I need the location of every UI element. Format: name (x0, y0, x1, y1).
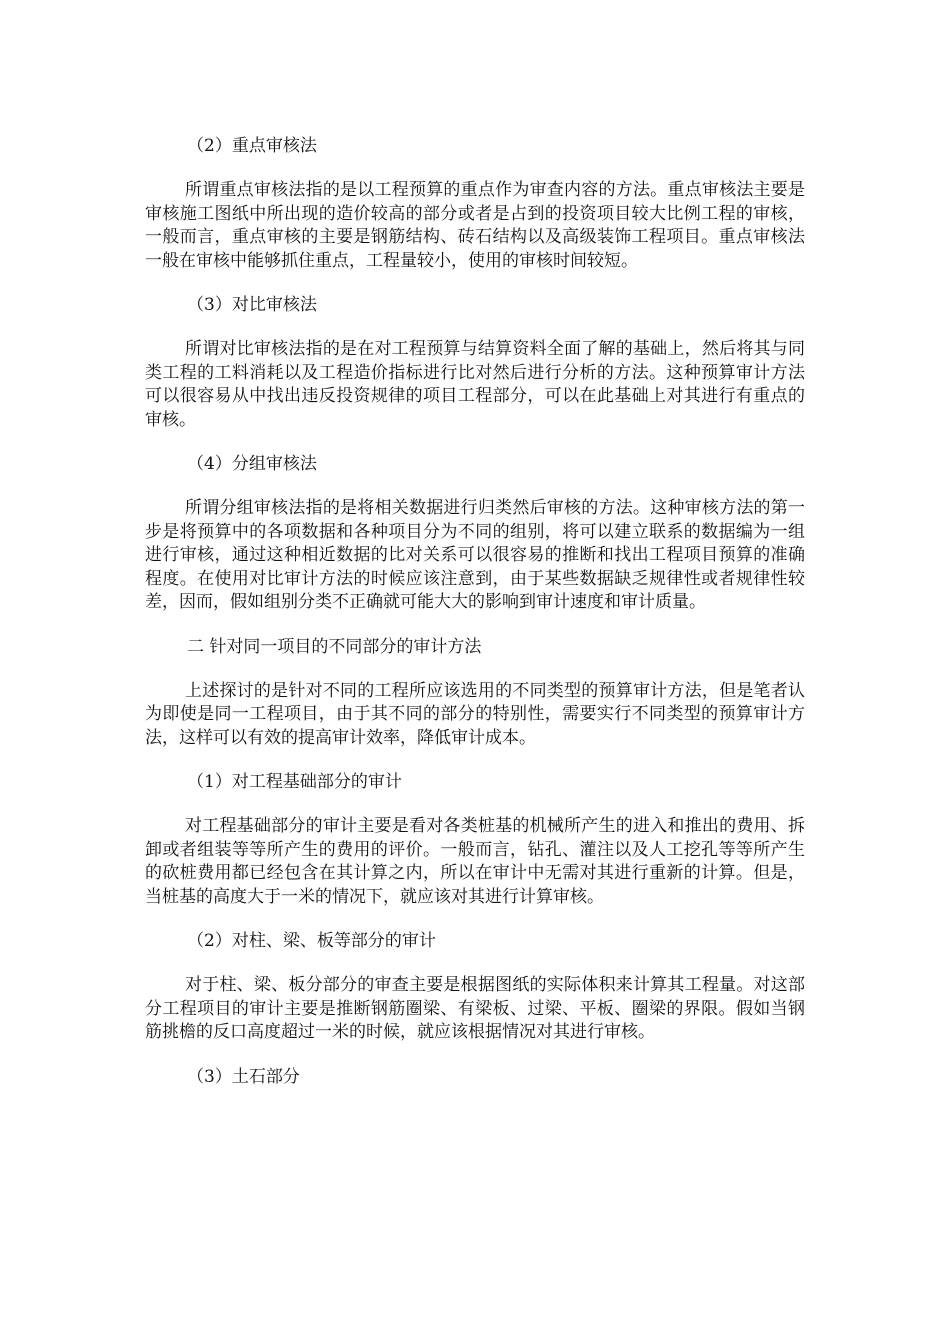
paragraph-part-methods: 上述探讨的是针对不同的工程所应该选用的不同类型的预算审计方法，但是笔者认为即使是同一工程项目，由于其不同的部分的特别性，需要实行不同类型的预算审计方法，这样可以有效的提高审计效率，降低审计成本。 (145, 680, 805, 748)
section-heading-earthwork: （3）土石部分 (187, 1066, 300, 1087)
document-body (145, 135, 805, 1089)
section-heading-foundation-audit: （1）对工程基础部分的审计 (187, 772, 402, 792)
section-heading-part-methods: 二 针对同一项目的不同部分的审计方法 (187, 636, 482, 657)
paragraph-column-beam-audit: 对于柱、梁、板分部分的审查主要是根据图纸的实际体积来计算其工程量。对这部分工程项目的审计主要是推断钢筋圈梁、有梁板、过梁、平板、圈梁的界限。假如当钢筋挑檐的反口高度超过一米的时候，就应该根据情况对其进行审核。 (145, 975, 805, 1042)
section-heading-key-review: （2）重点审核法 (187, 136, 317, 156)
section-heading-comparison-review: （3）对比审核法 (187, 295, 317, 315)
section-heading-column-beam-audit: （2）对柱、梁、板等部分的审计 (187, 931, 436, 951)
paragraph-key-review: 所谓重点审核法指的是以工程预算的重点作为审查内容的方法。重点审核法主要是审核施工图纸中所出现的造价较高的部分或者是占到的投资项目较大比例工程的审核，一般而言，重点审核的主要是钢筋结构、砖石结构以及高级装饰工程项目。重点审核法一般在审核中能够抓住重点，工程量较小，使用的审核时间较短。 (145, 180, 805, 271)
paragraph-group-review: 所谓分组审核法指的是将相关数据进行归类然后审核的方法。这种审核方法的第一步是将预算中的各项数据和各种项目分为不同的组别，将可以建立联系的数据编为一组进行审核，通过这种相近数据的比对关系可以很容易的推断和找出工程项目预算的准确程度。在使用对比审计方法的时候应该注意到，由于某些数据缺乏规律性或者规律性较差，因而，假如组别分类不正确就可能大大的影响到审计速度和审计质量。 (145, 498, 805, 612)
paragraph-comparison-review: 所谓对比审核法指的是在对工程预算与结算资料全面了解的基础上，然后将其与同类工程的工料消耗以及工程造价指标进行比对然后进行分析的方法。这种预算审计方法可以很容易从中找出违反投资规律的项目工程部分，可以在此基础上对其进行有重点的审核。 (145, 339, 805, 430)
paragraph-foundation-audit: 对工程基础部分的审计主要是看对各类桩基的机械所产生的进入和推出的费用、拆卸或者组装等等所产生的费用的评价。一般而言，钻孔、灌注以及人工挖孔等等所产生的砍桩费用都已经包含在其计算之内，所以在审计中无需对其进行重新的计算。但是，当桩基的高度大于一米的情况下，就应该对其进行计算审核。 (145, 816, 805, 907)
section-heading-group-review: （4）分组审核法 (187, 454, 317, 474)
